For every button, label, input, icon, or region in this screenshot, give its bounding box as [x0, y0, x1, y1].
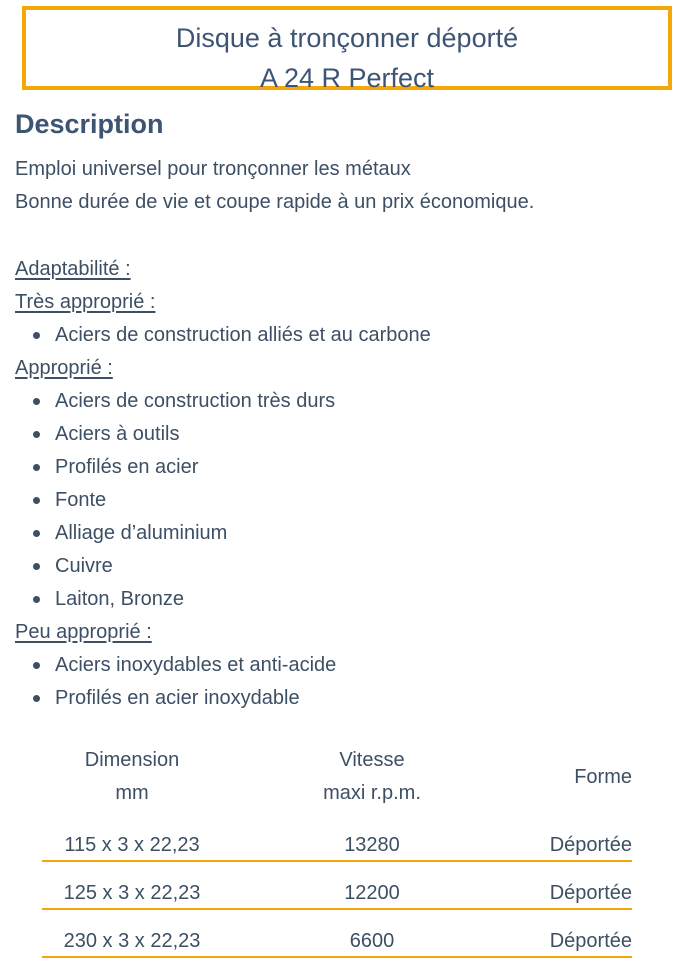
list-item: Cuivre: [15, 550, 655, 583]
group-label-little-suitable: Peu approprié :: [15, 621, 152, 643]
description-line-2: Bonne durée de vie et coupe rapide à un prix économique.: [15, 191, 535, 213]
table-row: [42, 922, 632, 958]
cell-shape: Déportée: [549, 834, 632, 856]
description-text: [15, 153, 534, 219]
cell-speed: 13280: [344, 834, 400, 856]
table-row: [42, 826, 632, 862]
list-item: Aciers de construction très durs: [15, 385, 655, 418]
group-label-very-suitable: Très approprié :: [15, 291, 156, 313]
title-box: [22, 6, 672, 93]
cell-dimension: 230 x 3 x 22,23: [63, 930, 201, 952]
list-item: Profilés en acier inoxydable: [15, 682, 655, 715]
cell-shape: Déportée: [549, 882, 632, 904]
list-item: Aciers inoxydables et anti-acide: [15, 649, 655, 682]
spec-table: [42, 740, 632, 958]
list-item: Profilés en acier: [15, 451, 655, 484]
cell-shape: Déportée: [549, 930, 632, 952]
group-label-suitable: Approprié :: [15, 357, 113, 379]
cell-speed: 6600: [349, 930, 395, 952]
cell-dimension: 115 x 3 x 22,23: [64, 834, 200, 856]
list-item: Aciers à outils: [15, 418, 655, 451]
header-speed: [222, 744, 522, 810]
table-header: [42, 740, 632, 814]
header-dimension: [42, 744, 222, 810]
cell-dimension: 125 x 3 x 22,23: [63, 882, 201, 904]
header-dimension-line-1: Dimension: [84, 749, 180, 771]
list-item: Laiton, Bronze: [15, 583, 655, 616]
very-suitable-list: [15, 319, 655, 352]
list-item: Aciers de construction alliés et au carbone: [15, 319, 655, 352]
header-dimension-line-2: mm: [115, 782, 149, 804]
description-heading: Description: [15, 109, 164, 139]
adaptability-section: [15, 253, 655, 715]
suitable-list: [15, 385, 655, 616]
description-line-1: Emploi universel pour tronçonner les métaux: [15, 158, 411, 180]
adaptability-label: Adaptabilité :: [15, 258, 131, 280]
table-row: [42, 874, 632, 910]
product-title-line-1: Disque à tronçonner déporté: [175, 23, 519, 53]
product-title-line-2: A 24 R Perfect: [259, 63, 435, 93]
little-suitable-list: [15, 649, 655, 715]
header-speed-line-1: Vitesse: [339, 749, 405, 771]
list-item: Alliage d’aluminium: [15, 517, 655, 550]
header-shape: Forme: [574, 765, 632, 788]
cell-speed: 12200: [344, 882, 400, 904]
list-item: Fonte: [15, 484, 655, 517]
header-speed-line-2: maxi r.p.m.: [323, 782, 421, 804]
